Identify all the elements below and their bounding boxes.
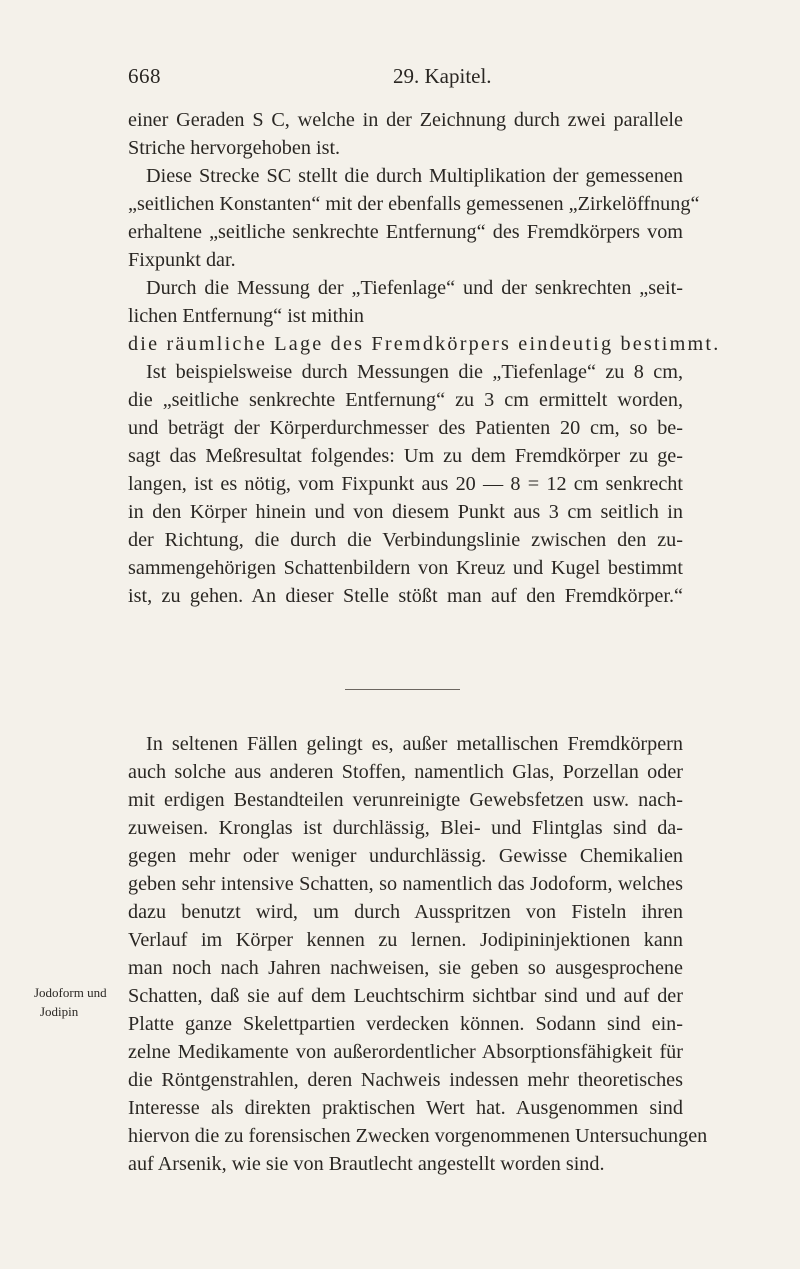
page-number: 668 xyxy=(128,64,161,88)
text-line: auf Arsenik, wie sie von Brautlecht angestellt worden sind. xyxy=(128,1153,605,1175)
text-line: Ist beispielsweise durch Messungen die „Tiefenlage“ zu 8 cm, xyxy=(146,361,683,383)
text-line: einer Geraden S C, welche in der Zeichnung durch zwei parallele xyxy=(128,109,683,131)
margin-note-line: Jodipin xyxy=(40,1004,79,1019)
text-line: sammengehörigen Schattenbildern von Kreuz und Kugel bestimmt xyxy=(128,557,683,579)
running-header xyxy=(128,64,688,94)
text-line: Durch die Messung der „Tiefenlage“ und der senkrechten „seit- xyxy=(146,277,683,299)
text-line: In seltenen Fällen gelingt es, außer metallischen Fremdkörpern xyxy=(146,733,683,755)
text-line: der Richtung, die durch die Verbindungslinie zwischen den zu- xyxy=(128,529,683,551)
section-divider xyxy=(345,689,460,690)
text-line: mit erdigen Bestandteilen verunreinigte Gewebsfetzen usw. nach- xyxy=(128,789,683,811)
text-line: „seitlichen Konstanten“ mit der ebenfalls gemessenen „Zirkelöffnung“ xyxy=(128,193,700,215)
text-line: zuweisen. Kronglas ist durchlässig, Blei- und Flintglas sind da- xyxy=(128,817,683,839)
text-line: man noch nach Jahren nachweisen, sie geben so ausgesprochene xyxy=(128,957,683,979)
text-line: lichen Entfernung“ ist mithin xyxy=(128,305,365,327)
margin-note-line: Jodoform und xyxy=(34,985,107,1000)
text-line: die Röntgenstrahlen, deren Nachweis indessen mehr theoretisches xyxy=(128,1069,683,1091)
chapter-title: 29. Kapitel. xyxy=(393,64,492,88)
text-line: auch solche aus anderen Stoffen, namentlich Glas, Porzellan oder xyxy=(128,761,683,783)
text-line: Fixpunkt dar. xyxy=(128,249,236,271)
text-line: die „seitliche senkrechte Entfernung“ zu 3 cm ermittelt worden, xyxy=(128,389,683,411)
text-line: Platte ganze Skelettpartien verdecken können. Sodann sind ein- xyxy=(128,1013,683,1035)
text-line: geben sehr intensive Schatten, so namentlich das Jodoform, welches xyxy=(128,873,683,895)
text-line: die räumliche Lage des Fremdkörpers eindeutig bestimmt. xyxy=(128,333,721,355)
paragraph-measurement xyxy=(128,106,721,610)
text-line: gegen mehr oder weniger undurchlässig. Gewisse Chemikalien xyxy=(128,845,683,867)
text-line: und beträgt der Körperdurchmesser des Patienten 20 cm, so be- xyxy=(128,417,683,439)
text-line: langen, ist es nötig, vom Fixpunkt aus 20 — 8 = 12 cm senkrecht xyxy=(128,473,683,495)
text-line: dazu benutzt wird, um durch Ausspritzen von Fisteln ihren xyxy=(128,901,683,923)
text-line: hiervon die zu forensischen Zwecken vorgenommenen Untersuchungen xyxy=(128,1125,708,1147)
margin-note xyxy=(34,983,124,1021)
text-line: Schatten, daß sie auf dem Leuchtschirm sichtbar sind und auf der xyxy=(128,985,683,1007)
text-line: Striche hervorgehoben ist. xyxy=(128,137,341,159)
text-line: zelne Medikamente von außerordentlicher Absorptionsfähigkeit für xyxy=(128,1041,683,1063)
text-line: in den Körper hinein und von diesem Punkt aus 3 cm seitlich in xyxy=(128,501,683,523)
paragraph-other-substances xyxy=(128,730,708,1178)
text-line: Interesse als direkten praktischen Wert hat. Ausgenommen sind xyxy=(128,1097,683,1119)
text-line: Verlauf im Körper kennen zu lernen. Jodipininjektionen kann xyxy=(128,929,683,951)
text-line: sagt das Meßresultat folgendes: Um zu dem Fremdkörper zu ge- xyxy=(128,445,683,467)
text-line: erhaltene „seitliche senkrechte Entfernung“ des Fremdkörpers vom xyxy=(128,221,683,243)
text-line: ist, zu gehen. An dieser Stelle stößt man auf den Fremdkörper.“ xyxy=(128,585,683,607)
text-line: Diese Strecke SC stellt die durch Multiplikation der gemessenen xyxy=(146,165,683,187)
